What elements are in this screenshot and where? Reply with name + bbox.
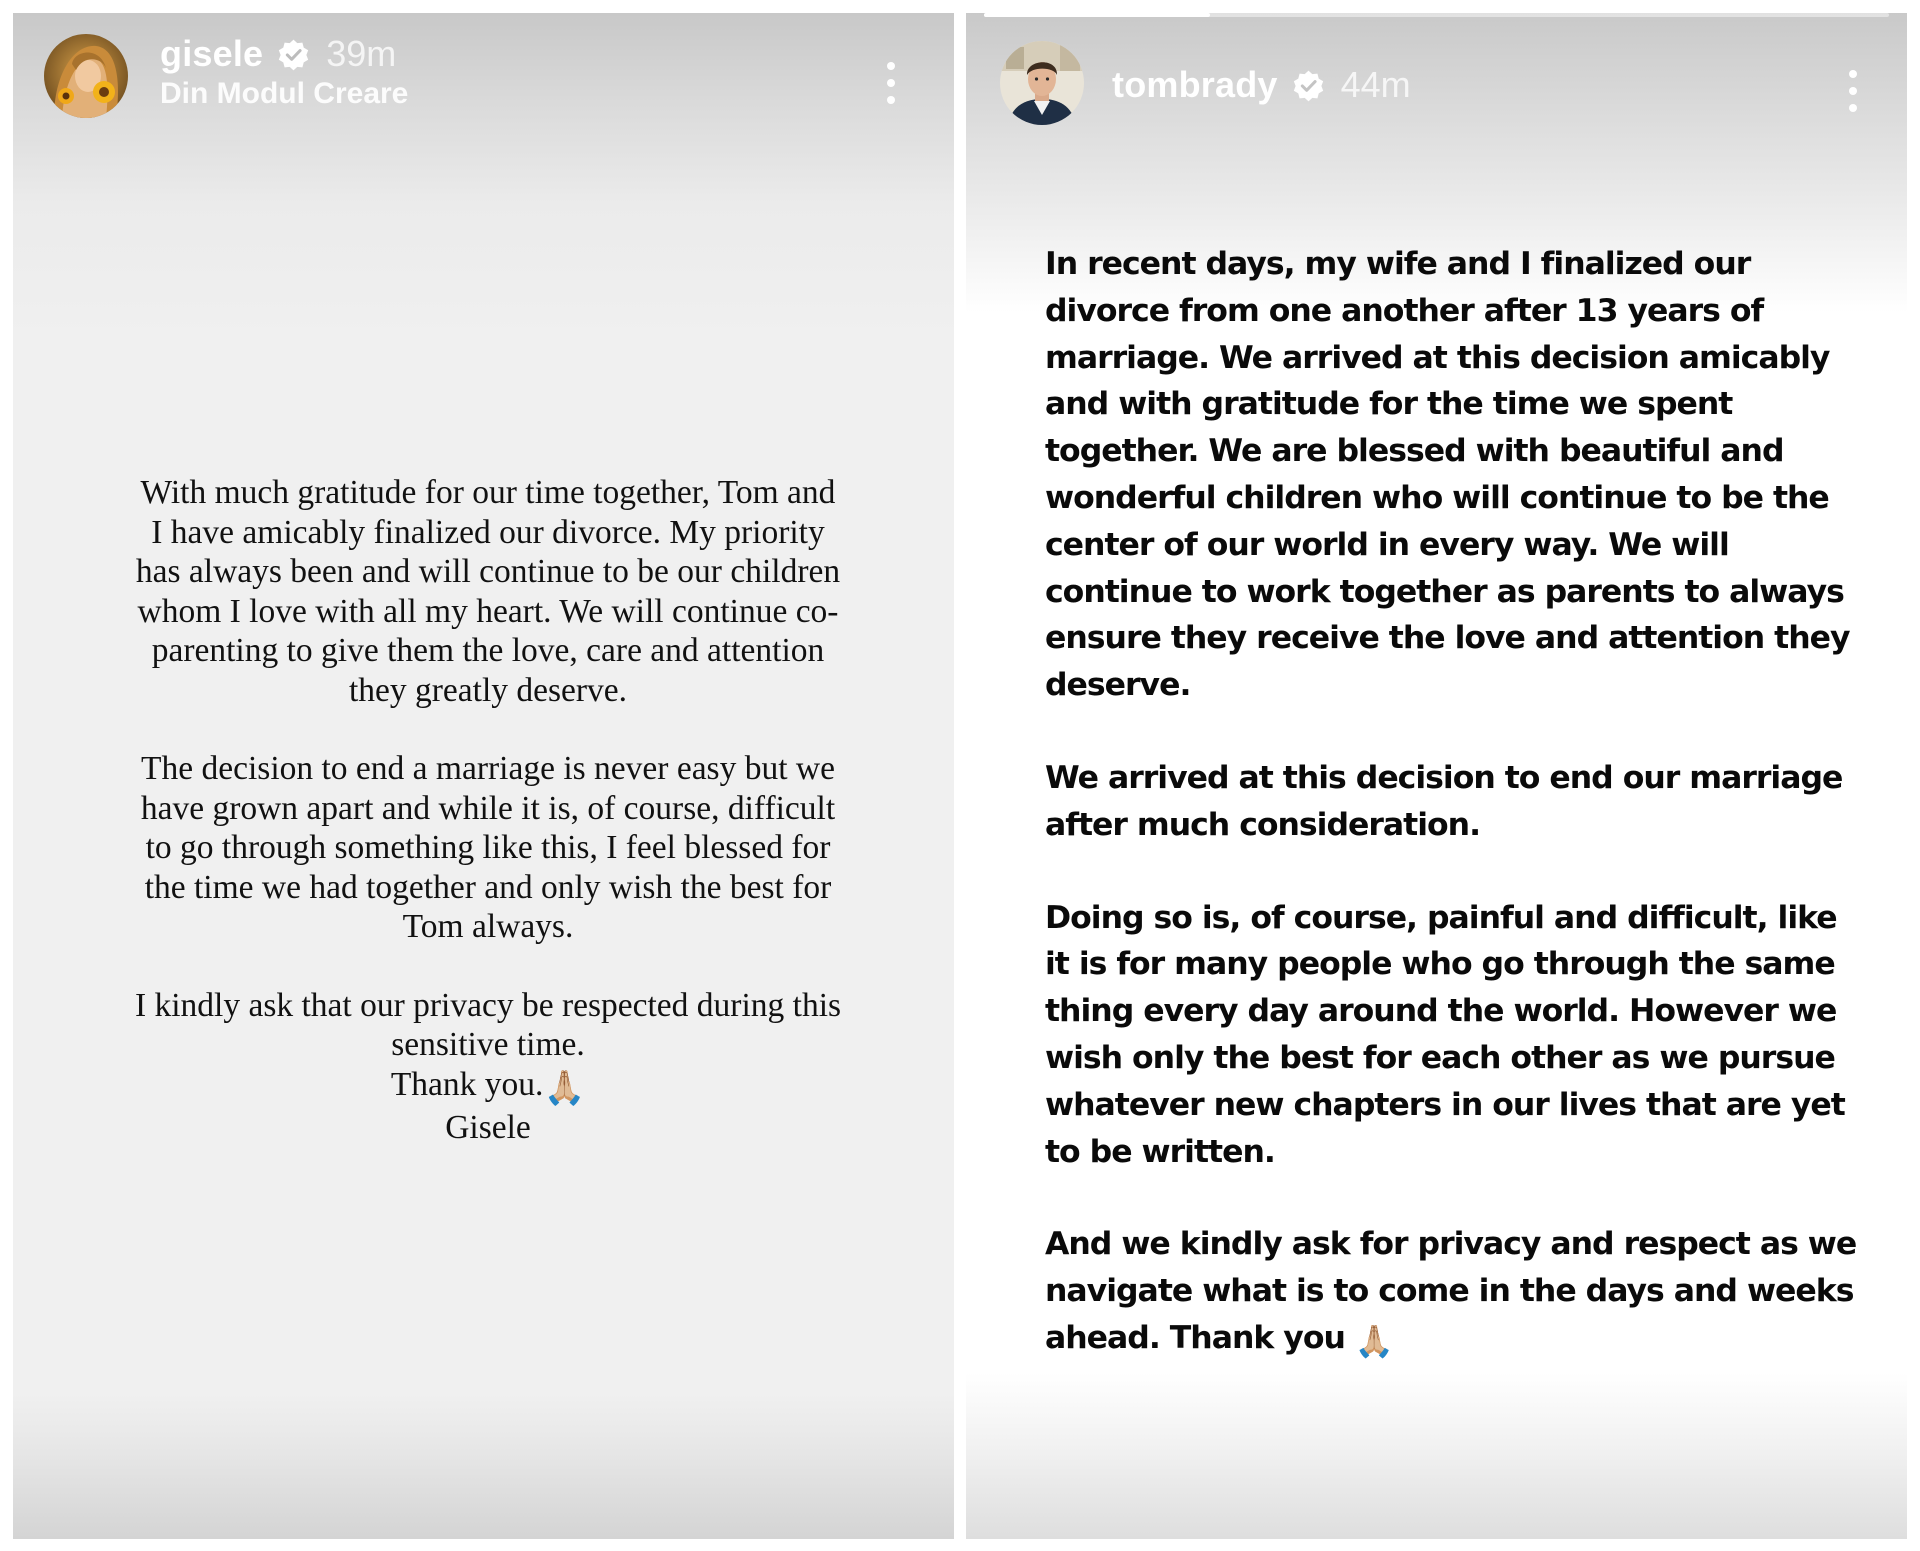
avatar[interactable]: [1000, 41, 1084, 125]
story-subtitle[interactable]: Din Modul Creare: [160, 77, 409, 110]
message-paragraph: In recent days, my wife and I finalized our divorce from one another after 13 years of marriage. We arrived at this decision amicably and with gratitude for the time we spent together. We are blessed with beautiful and wonderful children who will continue to be the center of our world in every way. We will continue to work together as parents to always ensure they receive the love and attention they deserve.: [1045, 246, 1850, 704]
story-message-text: [133, 473, 843, 1148]
more-dot: [1849, 87, 1857, 95]
more-dot: [887, 96, 895, 104]
name-row: [1112, 62, 1411, 108]
message-closing: And we kindly ask for privacy and respect as we navigate what is to come in the days and weeks ahead. Thank you: [1045, 1226, 1857, 1356]
avatar[interactable]: [44, 34, 128, 118]
message-paragraph: The decision to end a marriage is never easy but we have grown apart and while it is, of course, difficult to go through something like this, I feel blessed for the time we had together and only wish the best for Tom always.: [140, 750, 836, 945]
verified-badge-icon: [1292, 69, 1325, 102]
message-signature: Gisele: [445, 1109, 531, 1146]
more-dot: [1849, 104, 1857, 112]
message-closing-line: [1045, 1221, 1865, 1365]
timestamp: 44m: [1340, 64, 1411, 105]
more-vertical-icon[interactable]: [1838, 61, 1868, 121]
more-vertical-icon[interactable]: [876, 53, 906, 113]
message-closing: Thank you.: [390, 1065, 544, 1103]
username[interactable]: gisele: [160, 33, 264, 74]
message-paragraph: With much gratitude for our time together, Tom and I have amicably finalized our divorce. My priority has always been and will continue to be our children whom I love with all my heart. We will continue co-parenting to give them the love, care and attention they greatly deserve.: [135, 474, 841, 709]
story-header: [13, 13, 954, 143]
story-header: [966, 13, 1907, 143]
username[interactable]: tombrady: [1112, 64, 1278, 105]
message-paragraph: Doing so is, of course, painful and difficult, like it is for many people who go through the same thing every day around the world. However we wish only the best for each other as we pursue whatever new chapters in our lives that are yet to be written.: [1045, 899, 1845, 1170]
profile-photo-sunflower-icon: [44, 34, 128, 118]
message-paragraph: We arrived at this decision to end our marriage after much consideration.: [1045, 759, 1843, 843]
message-paragraph: I kindly ask that our privacy be respected during this sensitive time.: [134, 986, 842, 1063]
verified-badge-icon: [277, 38, 310, 71]
story-meta: [1112, 62, 1411, 108]
more-dot: [887, 62, 895, 70]
story-panel-tombrady[interactable]: [966, 13, 1907, 1539]
story-message-text: [1045, 241, 1865, 1366]
praying-hands-icon: 🙏🏼: [543, 1069, 586, 1107]
name-row: [160, 31, 408, 77]
message-closing-line: [133, 1065, 843, 1109]
profile-photo-man-icon: [1000, 41, 1084, 125]
story-panel-gisele[interactable]: [13, 13, 954, 1539]
timestamp: 39m: [326, 33, 397, 74]
praying-hands-icon: 🙏🏼: [1354, 1323, 1394, 1360]
story-meta: [160, 31, 408, 111]
more-dot: [887, 79, 895, 87]
more-dot: [1849, 70, 1857, 78]
